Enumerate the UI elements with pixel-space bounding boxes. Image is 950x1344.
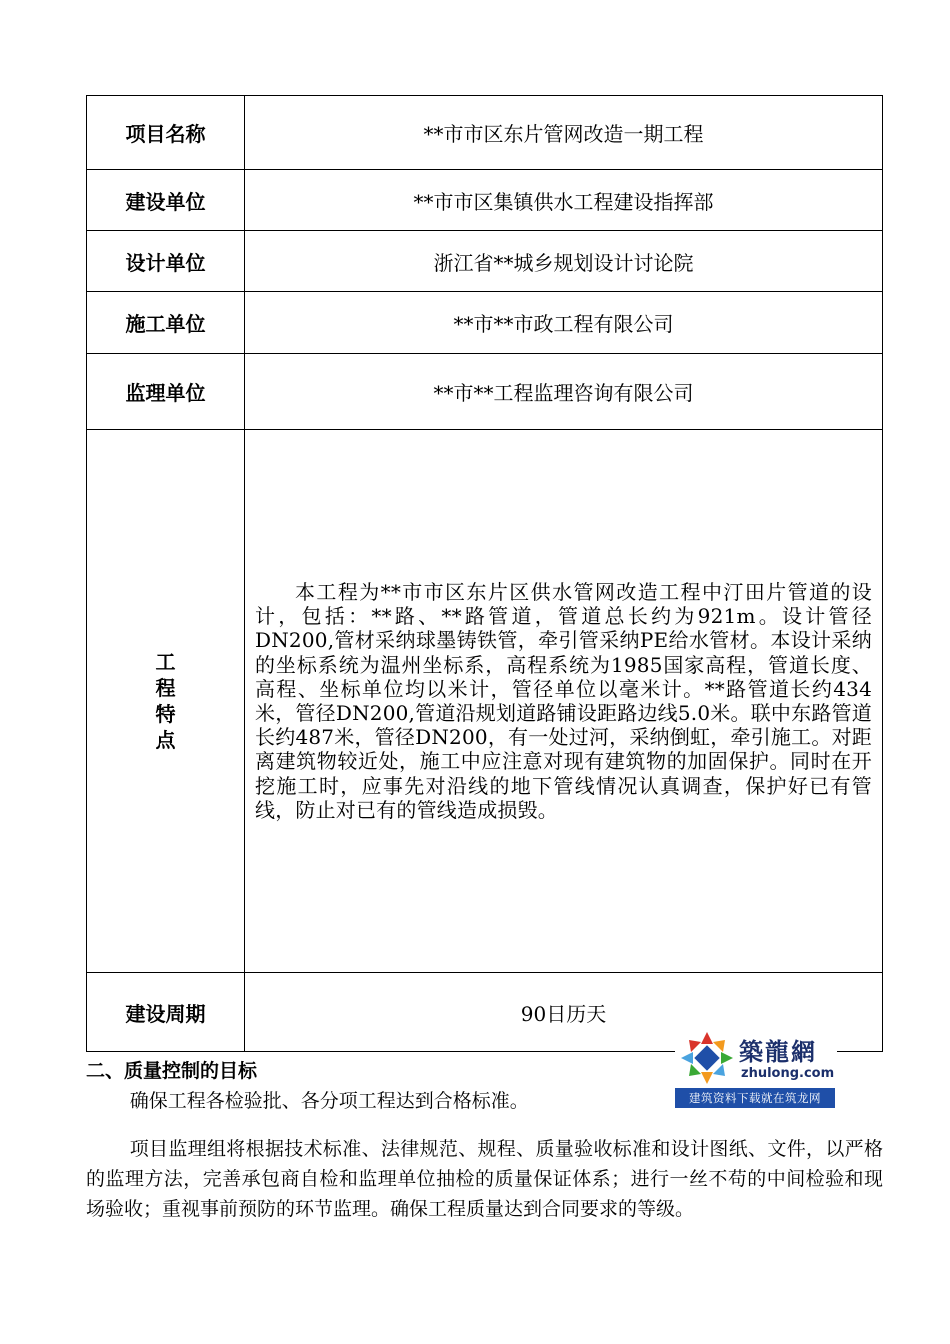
row-label: 项目名称: [87, 96, 245, 170]
row-label: 设计单位: [87, 231, 245, 292]
row-value: **市**市政工程有限公司: [245, 292, 883, 354]
table-row: [87, 354, 883, 430]
features-text: 本工程为**市市区东片区供水管网改造工程中汀田片管道的设计，包括：**路、**路管道，管道总长约为921m。设计管径DN200,管材采纳球墨铸铁管，牵引管采纳PE给水管材。本设计采纳的坐标系统为温州坐标系，高程系统为1985国家高程，管道长度、高程、坐标单位均以米计，管径单位以毫米计。**路管道长约434米，管径DN200,管道沿规划道路铺设距路边线5.0米。联中东路管道长约487米，管径DN200，有一处过河，采纳倒虹，牵引施工。对距离建筑物较近处，施工中应注意对现有建筑物的加固保护。同时在开挖施工时，应事先对沿线的地下管线情况认真调查，保护好已有管线，防止对已有的管线造成损毁。: [245, 430, 883, 973]
zhulong-logo-icon: [679, 1030, 735, 1086]
project-info-table: [86, 95, 883, 1052]
paragraph: 项目监理组将根据技术标准、法律规范、规程、质量验收标准和设计图纸、文件，以严格的监理方法，完善承包商自检和监理单位抽检的质量保证体系；进行一丝不苟的中间检验和现场验收；重视事前预防的环节监理。确保工程质量达到合同要求的等级。: [86, 1138, 883, 1220]
logo-tagline: 建筑资料下载就在筑龙网: [675, 1088, 835, 1108]
table-row: [87, 292, 883, 354]
period-value: 90日历天: [245, 973, 883, 1052]
table-row: [87, 170, 883, 231]
row-value: **市市区东片管网改造一期工程: [245, 96, 883, 170]
section-title: 二、质量控制的目标: [86, 1060, 258, 1082]
row-label: 施工单位: [87, 292, 245, 354]
row-label: 监理单位: [87, 354, 245, 430]
table-row: [87, 96, 883, 170]
features-label-cell: [87, 430, 245, 973]
row-value: **市**工程监理咨询有限公司: [245, 354, 883, 430]
row-value: 浙江省**城乡规划设计讨论院: [245, 231, 883, 292]
table-row: [87, 231, 883, 292]
period-label: 建设周期: [87, 973, 245, 1052]
row-value: **市市区集镇供水工程建设指挥部: [245, 170, 883, 231]
table-row-features: [87, 430, 883, 973]
logo-name: 築龍網: [739, 1038, 817, 1066]
paragraph: 确保工程各检验批、各分项工程达到合格标准。: [129, 1090, 529, 1112]
features-label: 工程特点: [155, 650, 176, 752]
logo-url: zhulong.com: [741, 1066, 835, 1081]
row-label: 建设单位: [87, 170, 245, 231]
